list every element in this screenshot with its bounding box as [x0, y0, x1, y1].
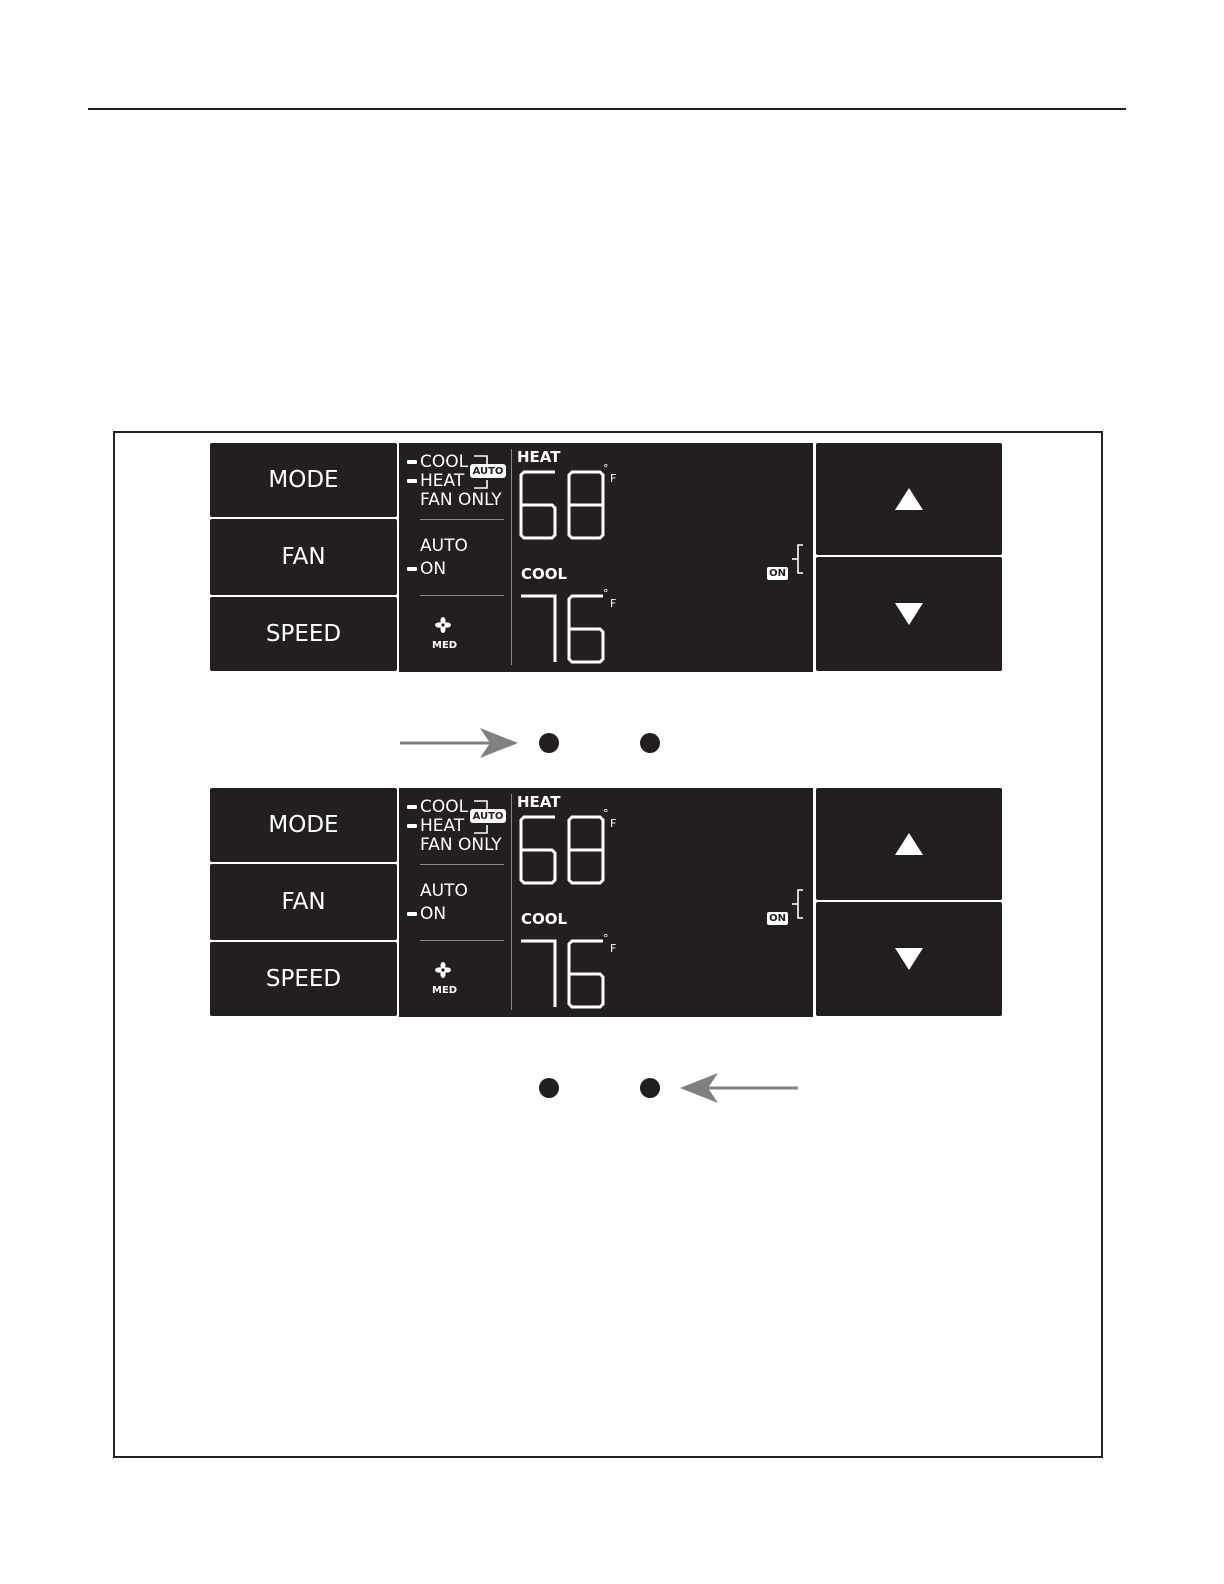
- cool-setpoint-digits: [517, 938, 607, 1010]
- fan-on-indicator: [407, 912, 417, 916]
- divider: [420, 940, 504, 941]
- mode-button[interactable]: MODE: [210, 443, 397, 517]
- fan-speed-label: MED: [432, 985, 458, 996]
- degree-icon: °: [603, 932, 609, 945]
- fan-icon: [435, 617, 451, 633]
- heat-indicator: [407, 824, 417, 828]
- mode-heat-label: HEAT: [420, 471, 465, 491]
- auto-badge: AUTO: [470, 809, 506, 823]
- mode-cool-label: COOL: [420, 452, 469, 472]
- divider: [420, 864, 504, 865]
- divider-vertical: [511, 794, 512, 1010]
- fan-button[interactable]: FAN: [210, 864, 397, 940]
- lcd-display: [399, 443, 813, 672]
- fan-auto-label: AUTO: [420, 881, 468, 901]
- degree-icon: °: [603, 807, 609, 820]
- temp-up-button[interactable]: [816, 788, 1002, 900]
- arrow-up-icon: [895, 833, 923, 855]
- degree-icon: °: [603, 587, 609, 600]
- heat-setpoint-digits: [517, 469, 607, 541]
- control-panel-1: [210, 443, 1002, 672]
- control-panel-2: [210, 788, 1002, 1017]
- heat-setpoint-digits: [517, 814, 607, 886]
- heat-label: HEAT: [517, 793, 561, 811]
- speed-button[interactable]: SPEED: [210, 597, 397, 671]
- fan-button[interactable]: FAN: [210, 519, 397, 595]
- cool-indicator: [407, 805, 417, 809]
- cool-label: COOL: [521, 565, 568, 583]
- heat-indicator: [407, 479, 417, 483]
- lcd-display: [399, 788, 813, 1017]
- cool-indicator: [407, 460, 417, 464]
- header-rule: [88, 108, 1126, 110]
- cool-setpoint-digits: [517, 593, 607, 665]
- heat-unit: F: [610, 817, 617, 830]
- indicator-light-left: [539, 733, 559, 753]
- mode-cool-label: COOL: [420, 797, 469, 817]
- temp-down-button[interactable]: [816, 557, 1002, 671]
- indicator-light-left: [539, 1078, 559, 1098]
- mode-fan-only-label: FAN ONLY: [420, 835, 502, 855]
- mode-fan-only-label: FAN ONLY: [420, 490, 502, 510]
- degree-icon: °: [603, 462, 609, 475]
- fan-on-label: ON: [420, 559, 447, 579]
- on-badge: ON: [767, 567, 788, 580]
- mode-heat-label: HEAT: [420, 816, 465, 836]
- fan-on-indicator: [407, 567, 417, 571]
- pointer-arrow-right-icon: [398, 726, 522, 760]
- heat-unit: F: [610, 472, 617, 485]
- temp-down-button[interactable]: [816, 902, 1002, 1016]
- arrow-down-icon: [895, 603, 923, 625]
- auto-badge: AUTO: [470, 464, 506, 478]
- indicator-light-right: [640, 1078, 660, 1098]
- setpoint-bracket-icon: [791, 889, 805, 919]
- cool-unit: F: [610, 597, 617, 610]
- arrow-down-icon: [895, 948, 923, 970]
- cool-unit: F: [610, 942, 617, 955]
- fan-on-label: ON: [420, 904, 447, 924]
- fan-auto-label: AUTO: [420, 536, 468, 556]
- cool-label: COOL: [521, 910, 568, 928]
- temp-up-button[interactable]: [816, 443, 1002, 555]
- divider: [420, 519, 504, 520]
- on-badge: ON: [767, 912, 788, 925]
- indicator-light-right: [640, 733, 660, 753]
- fan-icon: [435, 962, 451, 978]
- mode-button[interactable]: MODE: [210, 788, 397, 862]
- speed-button[interactable]: SPEED: [210, 942, 397, 1016]
- fan-speed-label: MED: [432, 640, 458, 651]
- divider-vertical: [511, 449, 512, 665]
- setpoint-bracket-icon: [791, 544, 805, 574]
- heat-label: HEAT: [517, 448, 561, 466]
- divider: [420, 595, 504, 596]
- arrow-up-icon: [895, 488, 923, 510]
- pointer-arrow-left-icon: [676, 1071, 800, 1105]
